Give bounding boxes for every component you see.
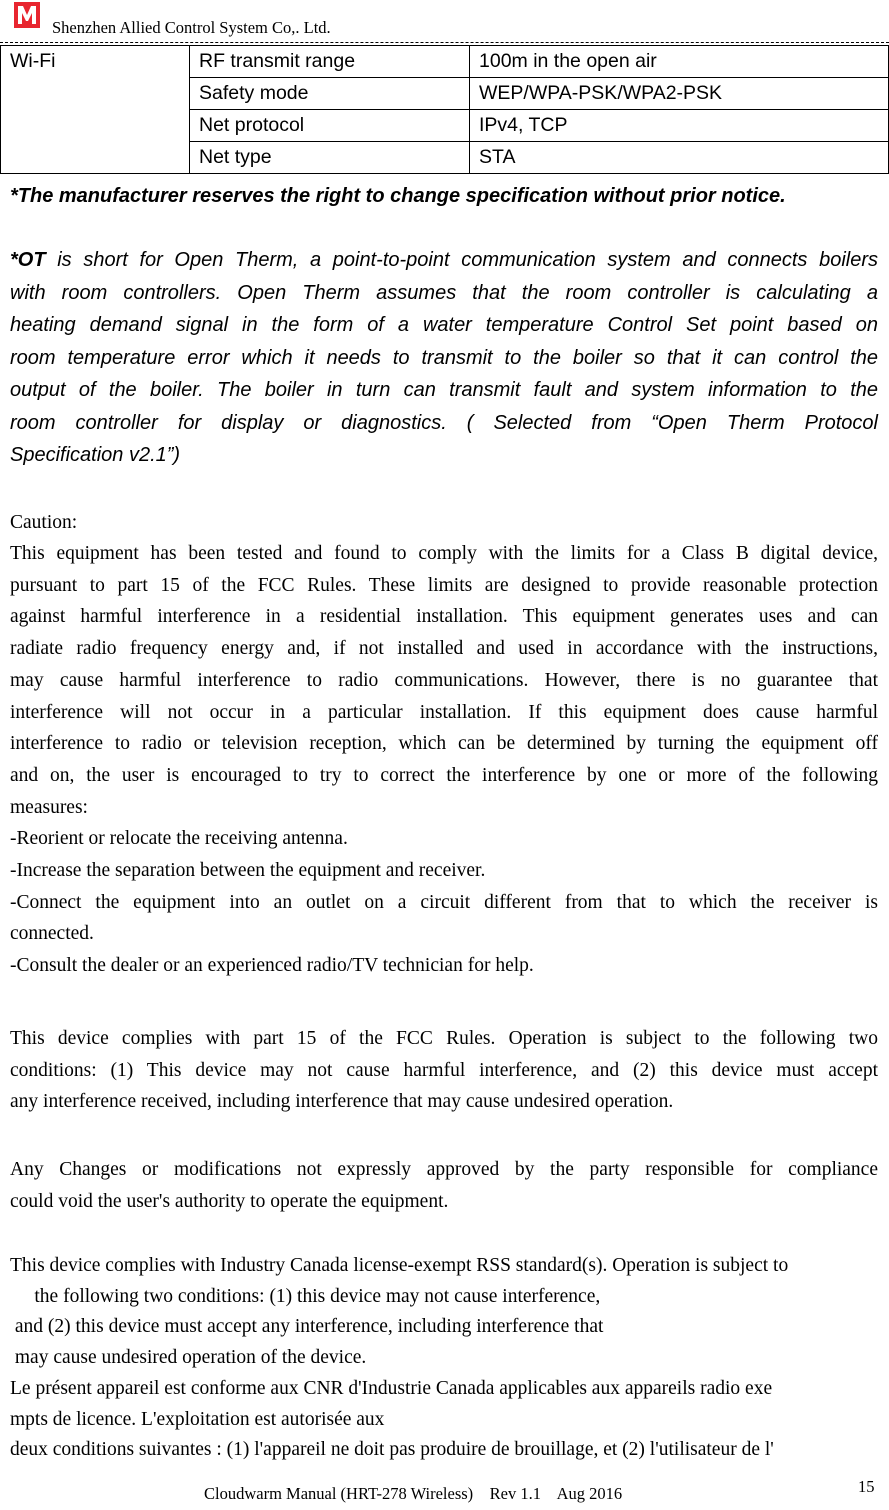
table-row	[1, 46, 889, 78]
text-line: Any Changes or modifications not expressly approved by the party responsible for compliance	[10, 1159, 878, 1180]
ot-description	[10, 244, 878, 472]
spec-param: Net protocol	[190, 110, 470, 142]
text-line: This device complies with Industry Canada license-exempt RSS standard(s). Operation is subject to	[10, 1255, 789, 1276]
text-line: interference will not occur in a particular installation. If this equipment does cause harmful	[10, 701, 878, 723]
spec-param: Net type	[190, 142, 470, 174]
spec-group-label: Wi-Fi	[1, 46, 190, 174]
text-line: may cause undesired operation of the device.	[10, 1347, 367, 1369]
text-line: room temperature error which it needs to transmit to the boiler so that it can control the	[10, 346, 878, 369]
spec-change-notice: *The manufacturer reserves the right to change specification without prior notice.	[10, 185, 786, 207]
text-line: and on, the user is encouraged to try to correct the interference by one or more of the following	[10, 764, 878, 786]
text-line: radiate radio frequency energy and, if not installed and used in accordance with the instructions,	[10, 638, 878, 660]
spec-param: RF transmit range	[190, 46, 470, 78]
header-divider	[0, 42, 889, 43]
measure-item: -Connect the equipment into an outlet on a circuit different from that to which the receiver is	[10, 891, 878, 913]
text-line: measures:	[10, 796, 88, 818]
measure-item: -Consult the dealer or an experienced radio/TV technician for help.	[10, 955, 534, 977]
industry-canada-statement	[10, 1251, 886, 1466]
text-line: with room controllers. Open Therm assumes that the room controller is calculating a	[10, 281, 878, 304]
ot-term: *OT	[10, 249, 46, 271]
text-line: room controller for display or diagnostics. ( Selected from “Open Therm Protocol	[10, 411, 878, 434]
spec-value: STA	[470, 142, 889, 174]
text-line: output of the boiler. The boiler in turn can transmit fault and system information to the	[10, 379, 878, 401]
measure-item: -Increase the separation between the equipment and receiver.	[10, 860, 486, 882]
spec-value: WEP/WPA-PSK/WPA2-PSK	[470, 78, 889, 110]
text-line: Le présent appareil est conforme aux CNR d'Industrie Canada applicables aux appareils radio exe	[10, 1377, 773, 1399]
text-line: pursuant to part 15 of the FCC Rules. These limits are designed to provide reasonable protection	[10, 574, 878, 596]
text-line: against harmful interference in a residential installation. This equipment generates uses and can	[10, 606, 878, 628]
caution-body	[10, 538, 878, 982]
caution-heading: Caution:	[10, 512, 78, 533]
spec-param: Safety mode	[190, 78, 470, 110]
text-line: may cause harmful interference to radio communications. However, there is no guarantee that	[10, 669, 878, 691]
text-line: This equipment has been tested and found to comply with the limits for a Class B digital device,	[10, 543, 878, 564]
fcc-part15-statement	[10, 1023, 878, 1118]
text-line: heating demand signal in the form of a water temperature Control Set point based on	[10, 314, 878, 336]
page-number: 15	[858, 1477, 875, 1496]
measure-item: -Reorient or relocate the receiving antenna.	[10, 828, 348, 850]
text-line: conditions: (1) This device may not cause harmful interference, and (2) this device must accept	[10, 1059, 878, 1081]
company-logo-icon	[14, 2, 40, 28]
footer-text: Cloudwarm Manual (HRT-278 Wireless) Rev 1.1 Aug 2016	[204, 1484, 623, 1503]
spec-value: 100m in the open air	[470, 46, 889, 78]
spec-value: IPv4, TCP	[470, 110, 889, 142]
text-line: connected.	[10, 923, 94, 945]
text-line: and (2) this device must accept any interference, including interference that	[10, 1316, 604, 1338]
page-footer	[0, 1477, 889, 1508]
company-name: Shenzhen Allied Control System Co,. Ltd.	[52, 18, 331, 37]
text-line: *OT is short for Open Therm, a point-to-point communication system and connects boilers	[10, 249, 878, 271]
text-line: could void the user's authority to operate the equipment.	[10, 1190, 449, 1212]
text-line: interference to radio or television reception, which can be determined by turning the equipment off	[10, 733, 878, 755]
page-header	[0, 0, 889, 44]
modifications-warning	[10, 1154, 878, 1217]
text-line: the following two conditions: (1) this device may not cause interference,	[10, 1285, 601, 1307]
text-line: This device complies with part 15 of the FCC Rules. Operation is subject to the following two	[10, 1028, 878, 1049]
text-line: any interference received, including interference that may cause undesired operation.	[10, 1091, 674, 1112]
text-line: mpts de licence. L'exploitation est autorisée aux	[10, 1408, 385, 1430]
spec-table	[0, 45, 889, 174]
text-line: Specification v2.1”)	[10, 444, 181, 466]
text-line: deux conditions suivantes : (1) l'appareil ne doit pas produire de brouillage, et (2) l'utilisateur de l'	[10, 1439, 774, 1461]
